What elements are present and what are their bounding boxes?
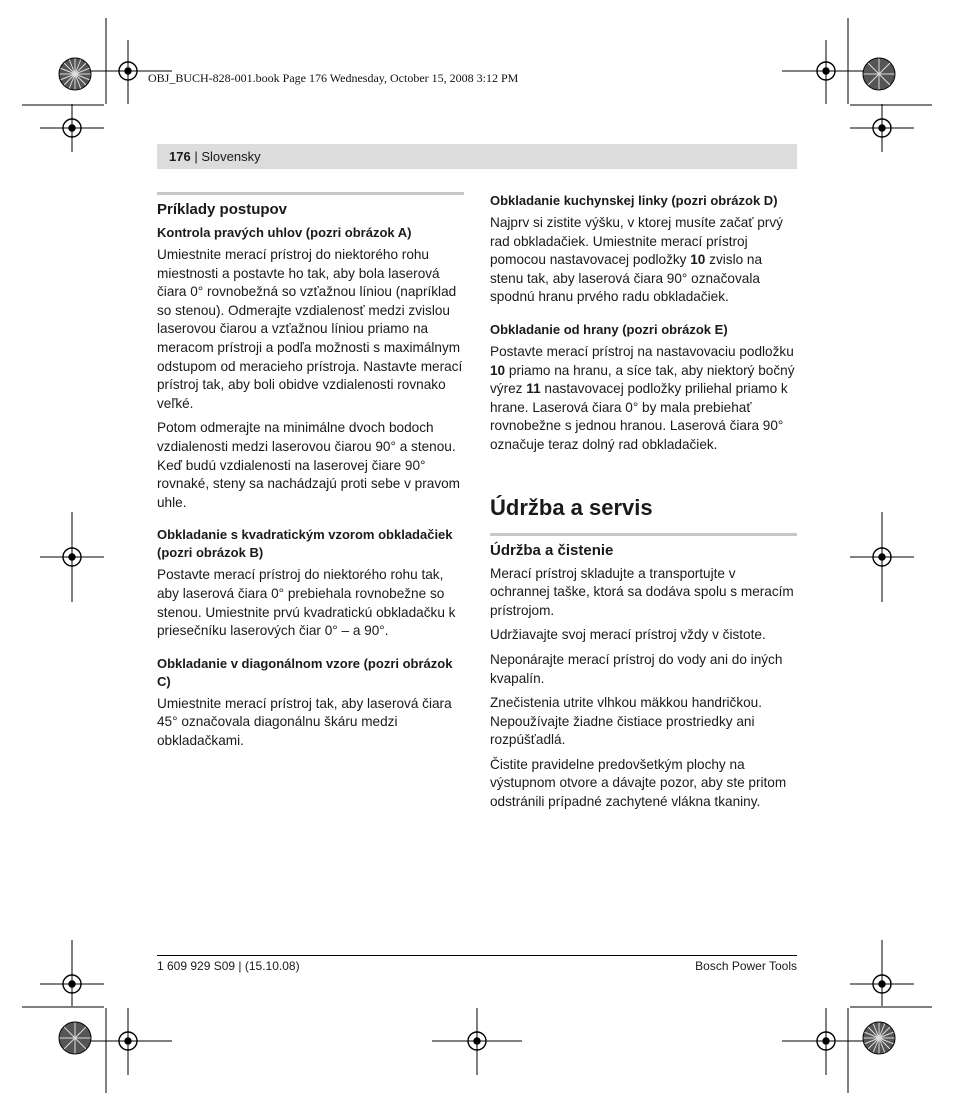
paragraph: Umiestnite merací prístroj tak, aby laserová čiara 45° označovala diagonálnu škáru medzi obkladačkami. xyxy=(157,695,452,748)
paragraph: Čistite pravidelne predovšetkým plochy na výstupnom otvore a dávajte pozor, aby ste pritom odstránili prípadné zachytené vlákna tkaniny. xyxy=(490,756,787,810)
section-title-examples: Príklady postupov xyxy=(157,201,288,218)
right-column xyxy=(490,192,797,818)
paragraph: Merací prístroj skladujte a transportujte v ochrannej taške, ktorá sa dodáva spolu s meracím prístrojom. xyxy=(490,565,794,618)
page-number: 176 xyxy=(169,149,191,164)
chapter-title-maintenance: Údržba a servis xyxy=(490,494,653,520)
paragraph: Udržiavajte svoj merací prístroj vždy v čistote. xyxy=(490,627,766,643)
paragraph: Najprv si zistite výšku, v ktorej musíte začať prvý rad obkladačiek. Umiestnite merací prístroj pomocou nastavovacej podložky 10 zvislo na stenu tak, aby laserová čiara 90° označovala spodnú hranu prvého radu obkladačiek. xyxy=(490,215,783,305)
left-column xyxy=(157,192,464,756)
page-header xyxy=(157,144,797,169)
footer-brand: Bosch Power Tools xyxy=(695,959,797,973)
subsection-title-edge: Obkladanie od hrany (pozri obrázok E) xyxy=(490,321,728,337)
subsection-title-right-angles: Kontrola pravých uhlov (pozri obrázok A) xyxy=(157,225,412,240)
footer-doc-id: 1 609 929 S09 | (15.10.08) xyxy=(157,959,300,973)
section-title-cleaning: Údržba a čistenie xyxy=(490,541,614,559)
header-language: Slovensky xyxy=(201,149,261,164)
header-separator: | xyxy=(194,149,198,164)
footer-divider xyxy=(157,955,797,956)
subsection-title-diagonal-pattern: Obkladanie v diagonálnom vzore (pozri obrázok C) xyxy=(157,655,453,689)
subsection-title-kitchen: Obkladanie kuchynskej linky (pozri obrázok D) xyxy=(490,193,778,208)
paragraph: Postavte merací prístroj na nastavovaciu podložku 10 priamo na hranu, a síce tak, aby niektorý bočný výrez 11 nastavovacej podložky priliehal priamo k hrane. Laserová čiara 0° by mala prebiehať rovnobežne s jednou hranou. Laserová čiara 90° označuje teraz dolný rad obkladačiek. xyxy=(490,343,795,452)
paragraph: Potom odmerajte na minimálne dvoch bodoch vzdialenosti medzi laserovou čiarou 90° a stenou. Keď budú vzdialenosti na laserovej čiare 90° rovnaké, steny sa nachádzajú proti sebe v pravom uhle. xyxy=(157,420,461,510)
divider xyxy=(490,533,797,536)
paragraph: Znečistenia utrite vlhkou mäkkou handričkou. Nepoužívajte žiadne čistiace prostriedky ani rozpúšťadlá. xyxy=(490,695,763,748)
print-info: OBJ_BUCH-828-001.book Page 176 Wednesday, October 15, 2008 3:12 PM xyxy=(148,71,519,85)
paragraph: Postavte merací prístroj do niektorého rohu tak, aby laserová čiara 0° prebiehala rovnobežne so stenou. Umiestnite prvú kvadratickú obkladačku k priesečníku laserových čiar 0° – a 90°. xyxy=(157,567,456,639)
paragraph: Umiestnite merací prístroj do niektorého rohu miestnosti a postavte ho tak, aby bola laserová čiara 0° rovnobežná so vzťažnou líniou (napríklad so stenou). Odmerajte vzdialenosť medzi zvislou laserovou čiarou a vzťažnou líniou priamo na meracom prístroji a podľa možnosti s maximálnym odstupom od meracieho prístroja. Nastavte merací prístroj tak, aby boli obidve vzdialenosti rovnako veľké. xyxy=(157,247,463,411)
paragraph: Neponárajte merací prístroj do vody ani do iných kvapalín. xyxy=(490,651,783,686)
subsection-title-square-pattern: Obkladanie s kvadratickým vzorom obkladačiek (pozri obrázok B) xyxy=(157,527,453,561)
